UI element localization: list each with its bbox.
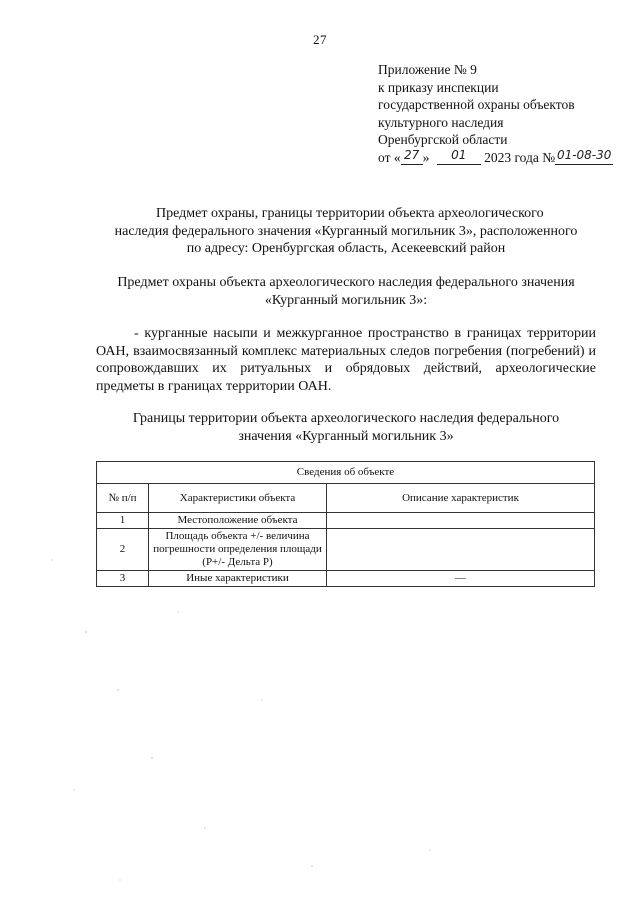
date-prefix: от « <box>378 149 401 165</box>
table-cell-desc: — <box>327 571 595 587</box>
object-info-table <box>96 461 595 587</box>
subject-paragraph: - курганные насыпи и межкурганное пространство в границах территории ОАН, взаимосвязанный комплекс материальных следов погребения (погребений) и сопровождавших их ритуальных и обрядовых действий, археологические предметы в границах территории ОАН. <box>96 326 596 394</box>
table-cell-desc <box>327 513 595 529</box>
table-header-row <box>97 484 595 513</box>
appendix-line: государственной охраны объектов <box>378 97 575 112</box>
table-caption: Сведения об объекте <box>97 462 595 484</box>
table-cell-name: Местоположение объекта <box>149 513 327 529</box>
table-cell-name: Иные характеристики <box>149 571 327 587</box>
table-cell-num: 3 <box>97 571 149 587</box>
appendix-line: к приказу инспекции <box>378 79 499 95</box>
subject-heading-line: «Курганный могильник 3»: <box>264 292 428 308</box>
title-line: наследия федерального значения «Курганный могильник 3», расположенного <box>114 223 578 239</box>
table-row <box>97 513 595 529</box>
document-title <box>96 205 596 258</box>
table-row <box>97 571 595 587</box>
borders-heading <box>96 410 596 445</box>
table-cell-num: 2 <box>97 529 149 571</box>
borders-heading-line: Границы территории объекта археологического наследия федерального <box>132 411 560 426</box>
borders-heading-line: значения «Курганный могильник 3» <box>238 428 454 444</box>
column-header: Характеристики объекта <box>149 484 327 513</box>
table-row <box>97 529 595 571</box>
page-number: 27 <box>313 32 327 47</box>
title-line: по адресу: Оренбургская область, Асекеевский район <box>186 241 506 256</box>
date-day-field <box>401 149 423 168</box>
appendix-date-line <box>378 149 628 168</box>
appendix-line: Приложение № 9 <box>378 62 477 77</box>
appendix-block <box>378 61 628 167</box>
column-header: Описание характеристик <box>327 484 595 513</box>
date-month-field <box>437 149 481 168</box>
order-number-field <box>555 149 613 168</box>
date-day: 27 <box>403 147 420 162</box>
subject-heading-line: Предмет охраны объекта археологического наследия федерального значения <box>117 275 575 290</box>
appendix-line: культурного наследия <box>378 114 504 130</box>
subject-heading <box>96 274 596 309</box>
table-caption-row <box>97 462 595 484</box>
table-cell-num: 1 <box>97 513 149 529</box>
title-line: Предмет охраны, границы территории объекта археологического <box>156 206 544 221</box>
order-number: 01-08-30 <box>556 147 612 162</box>
date-month: 01 <box>451 147 467 162</box>
table-cell-name: Площадь объекта +/- величина погрешности определения площади (Р+/- Дельта Р) <box>149 529 327 571</box>
date-separator: » <box>422 149 430 165</box>
appendix-line: Оренбургской области <box>378 132 508 147</box>
column-header: № п/п <box>97 484 149 513</box>
date-year-text: 2023 года № <box>484 149 556 165</box>
table-cell-desc <box>327 529 595 571</box>
